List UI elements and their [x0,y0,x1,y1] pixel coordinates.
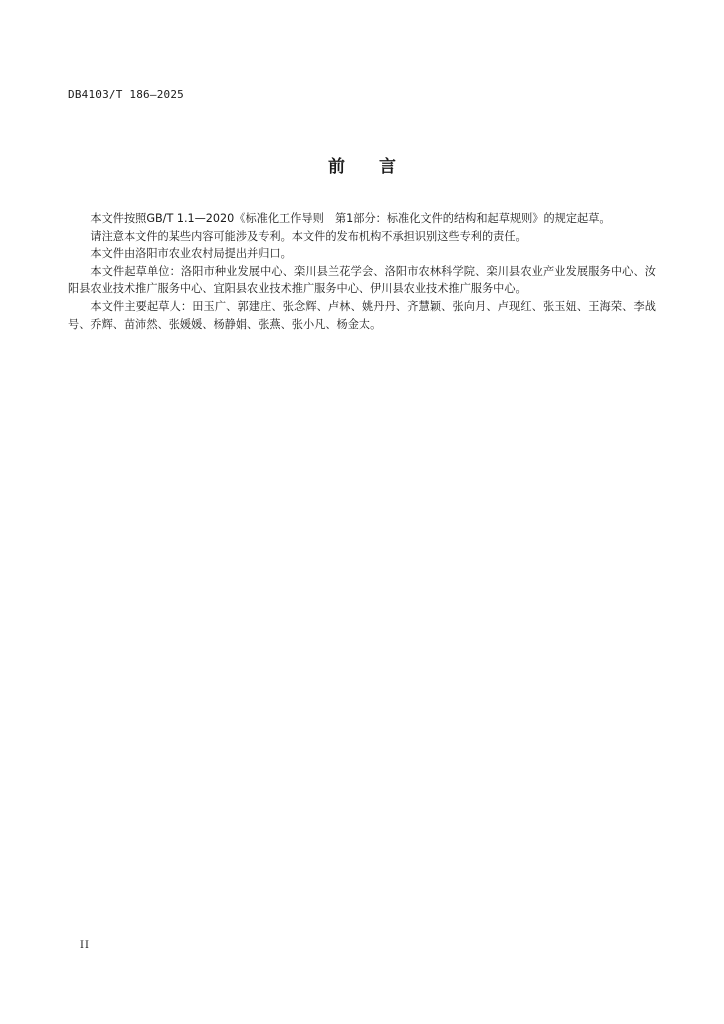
page-number: II [80,940,90,951]
paragraph-patent-notice: 请注意本文件的某些内容可能涉及专利。本文件的发布机构不承担识别这些专利的责任。 [90,229,527,243]
paragraph-drafters: 本文件主要起草人：田玉广、郭建庄、张念辉、卢林、姚丹丹、齐慧颖、张向月、卢现红、张玉妞、王海荣、李战号、乔辉、苗沛然、张媛媛、杨静娟、张燕、张小凡、杨金太。 [68,299,656,331]
document-code: DB4103/T 186—2025 [68,88,184,101]
paragraph-proposer: 本文件由洛阳市农业农村局提出并归口。 [90,247,292,261]
page-title: 前言 [328,157,430,177]
paragraph-drafting-basis: 本文件按照GB/T 1.1—2020《标准化工作导则 第1部分：标准化文件的结构和起草规则》的规定起草。 [90,212,611,225]
paragraph-drafting-units: 本文件起草单位：洛阳市种业发展中心、栾川县兰花学会、洛阳市农林科学院、栾川县农业产业发展服务中心、汝阳县农业技术推广服务中心、宜阳县农业技术推广服务中心、伊川县农业技术推广服务中心。 [68,264,656,296]
foreword-body [68,210,656,333]
